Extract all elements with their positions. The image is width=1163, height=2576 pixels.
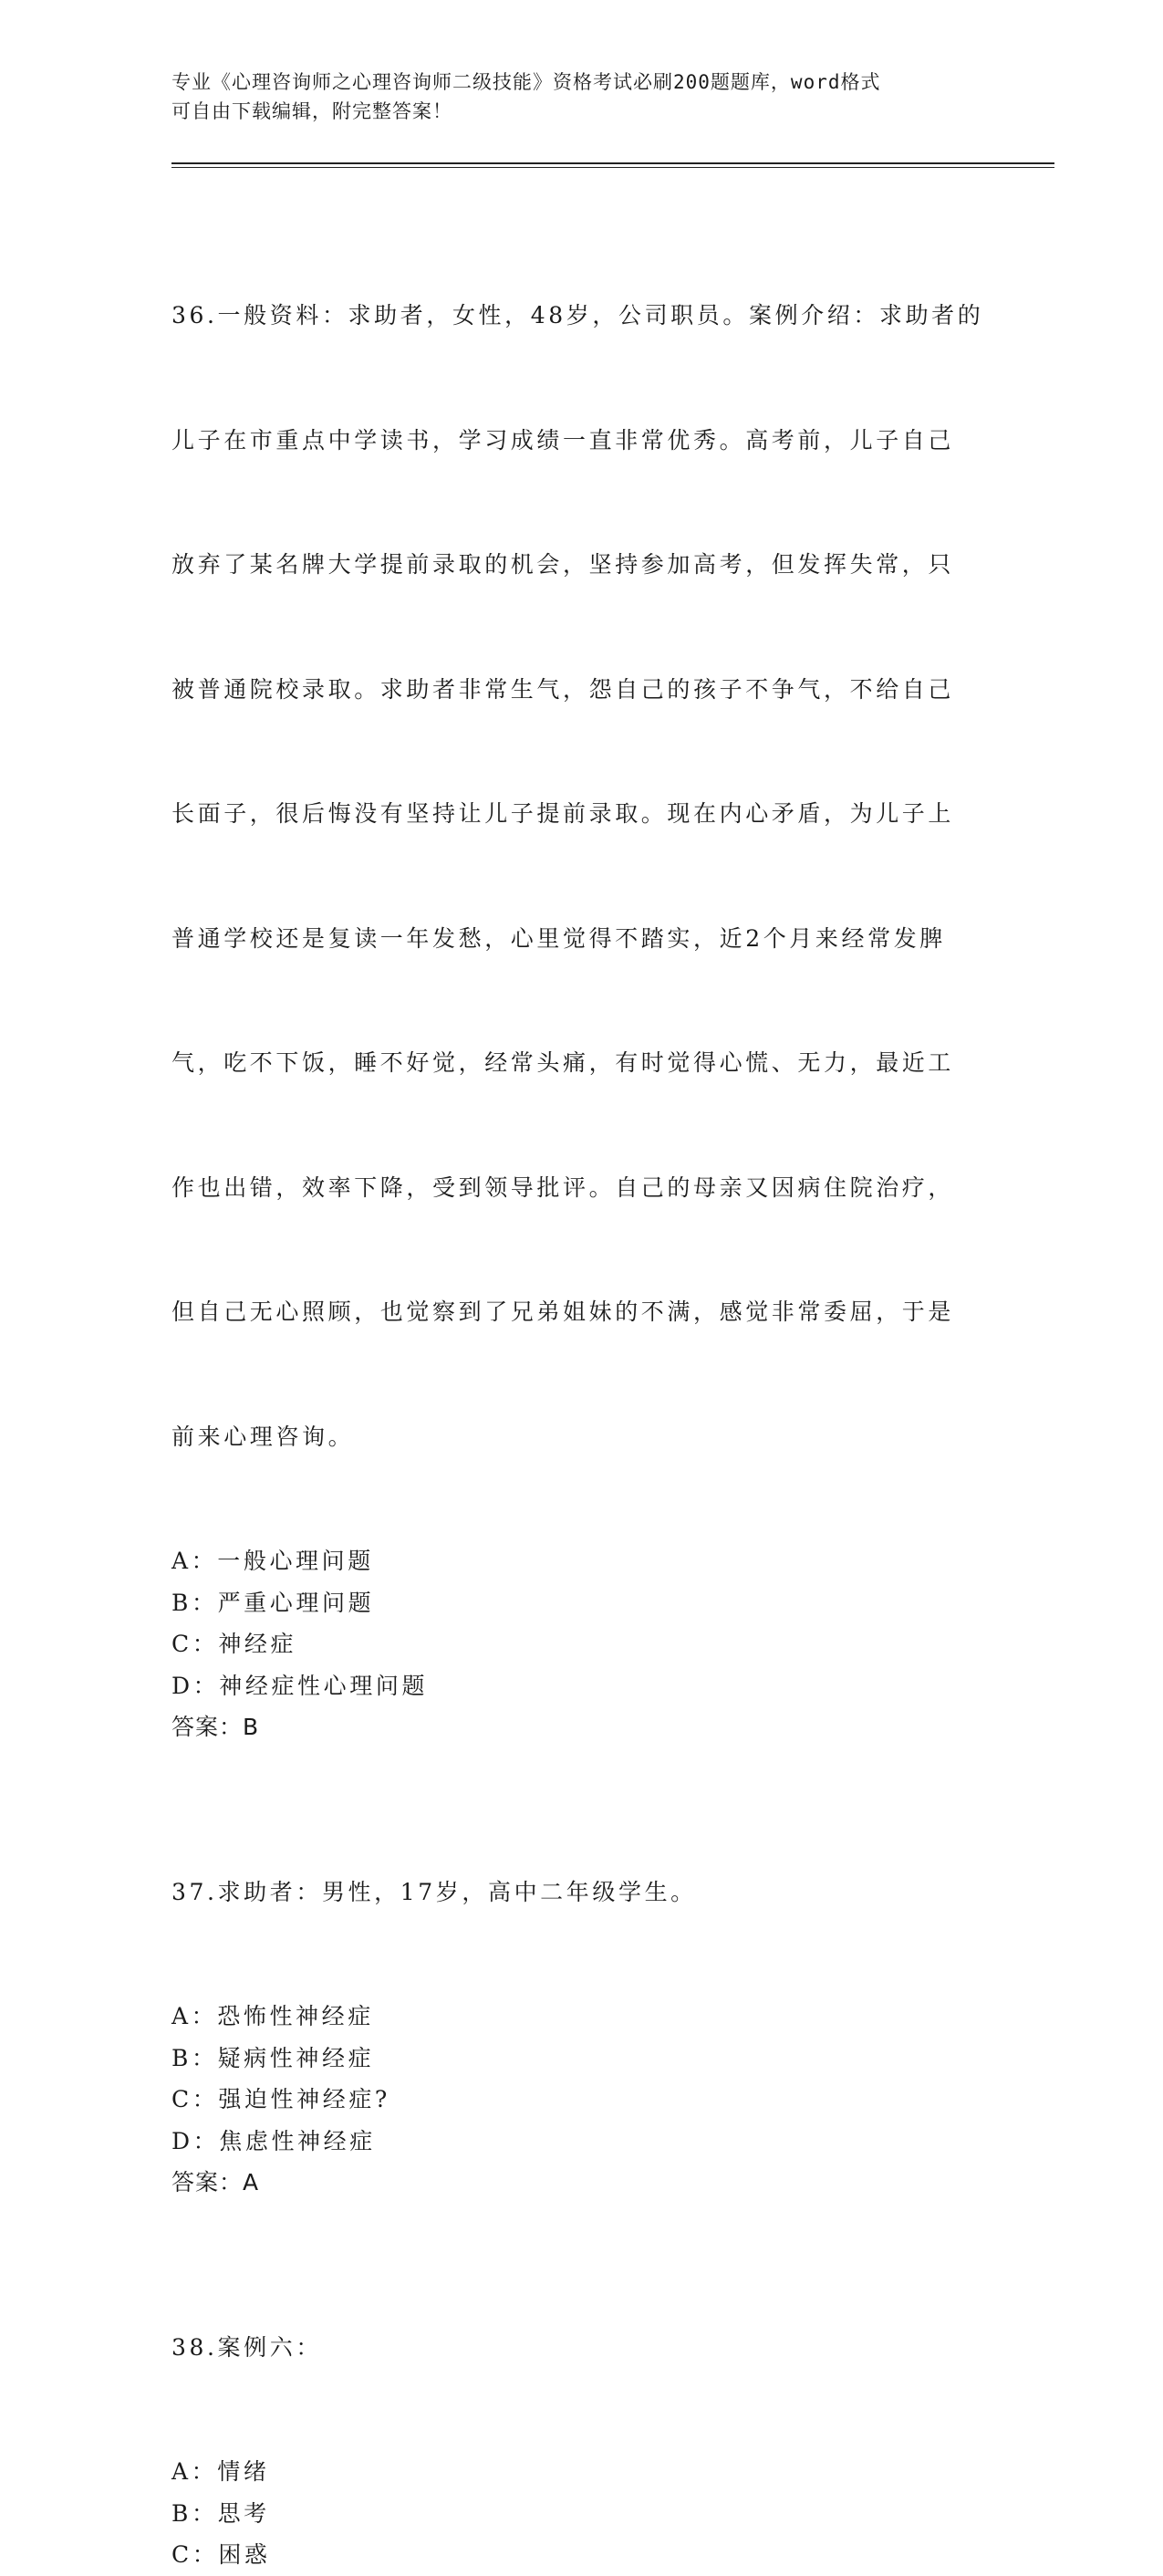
header-divider xyxy=(171,162,1054,168)
stem-line: 气，吃不下饭，睡不好觉，经常头痛，有时觉得心慌、无力，最近工 xyxy=(171,1049,955,1076)
question-list xyxy=(171,212,992,2576)
option-b: B：严重心理问题 xyxy=(171,1589,375,1616)
question-stem xyxy=(171,212,992,1540)
option-c: C：困惑 xyxy=(171,2541,271,2568)
question-37 xyxy=(171,1789,992,2204)
answer-label: 答案：A xyxy=(171,2169,260,2195)
stem-line: 前来心理咨询。 xyxy=(171,1423,355,1450)
stem-line: 36.一般资料：求助者，女性，48岁，公司职员。案例介绍：求助者的 xyxy=(171,302,984,329)
stem-line: 儿子在市重点中学读书，学习成绩一直非常优秀。高考前，儿子自己 xyxy=(171,426,955,454)
stem-line: 37.求助者：男性，17岁，高中二年级学生。 xyxy=(171,1878,697,1905)
question-spacer xyxy=(171,1748,992,1789)
stem-line: 作也出错，效率下降，受到领导批评。自己的母亲又因病住院治疗， xyxy=(171,1173,955,1201)
stem-line: 放弃了某名牌大学提前录取的机会，坚持参加高考，但发挥失常，只 xyxy=(171,551,955,578)
stem-line: 长面子，很后悔没有坚持让儿子提前录取。现在内心矛盾，为儿子上 xyxy=(171,800,955,827)
option-a: A：恐怖性神经症 xyxy=(171,2003,374,2029)
option-c: C：强迫性神经症? xyxy=(171,2086,390,2112)
option-a: A：一般心理问题 xyxy=(171,1548,374,1574)
option-a: A：情绪 xyxy=(171,2458,270,2485)
question-stem xyxy=(171,1789,992,1997)
header-line-1: 专业《心理咨询师之心理咨询师二级技能》资格考试必刷200题题库，word格式 xyxy=(171,71,881,93)
question-stem xyxy=(171,2244,992,2452)
stem-line: 38.案例六： xyxy=(171,2333,322,2361)
question-38 xyxy=(171,2244,992,2576)
answer-label: 答案：B xyxy=(171,1714,260,1740)
stem-line: 但自己无心照顾，也觉察到了兄弟姐妹的不满，感觉非常委屈，于是 xyxy=(171,1298,955,1325)
option-d: D：焦虑性神经症 xyxy=(171,2127,376,2154)
option-b: B：思考 xyxy=(171,2499,270,2527)
stem-line: 被普通院校录取。求助者非常生气，怨自己的孩子不争气，不给自己 xyxy=(171,675,955,703)
stem-line: 普通学校还是复读一年发愁，心里觉得不踏实，近2个月来经常发脾 xyxy=(171,924,946,952)
question-spacer xyxy=(171,2204,992,2244)
question-36 xyxy=(171,212,992,1748)
option-b: B：疑病性神经症 xyxy=(171,2044,375,2071)
option-c: C：神经症 xyxy=(171,1631,297,1657)
document-header xyxy=(171,68,974,126)
option-d: D：神经症性心理问题 xyxy=(171,1672,429,1699)
header-line-2: 可自由下载编辑，附完整答案！ xyxy=(171,100,452,122)
